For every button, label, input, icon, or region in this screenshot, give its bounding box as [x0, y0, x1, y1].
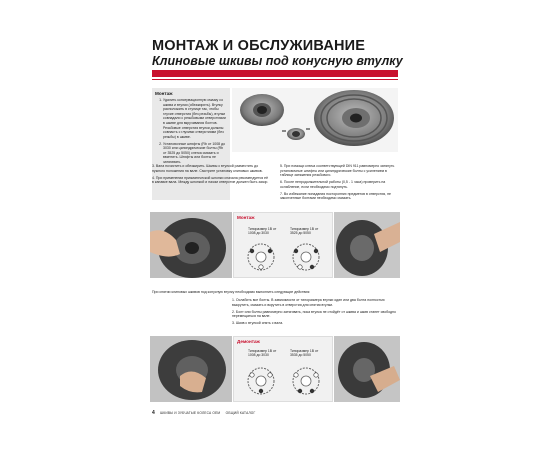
page-subtitle: Клиновые шкивы под конусную втулку — [152, 54, 403, 68]
demount-panel-label-b: Типоразмер 1B от 3535 до 5050 — [290, 349, 319, 358]
step-5-num: 5. — [280, 164, 283, 168]
steps-right — [280, 164, 398, 203]
mount-photo-left-illustration — [150, 212, 232, 278]
demount-panel-title: Демонтаж — [237, 339, 260, 344]
mount-panel-label-b: Типоразмер 1B от 3525 до 5050 — [290, 227, 319, 236]
step-7-num: 7. — [280, 191, 283, 196]
accent-bar — [152, 70, 398, 77]
demount-photo-right-illustration — [334, 336, 400, 402]
mount-step-1: 1. Удалить консервационную смазку со шкива и втулки (обезжирить). Втулку расположить в ступице так, чтобы глухие отверстия (без резьбы), втулки совпадали с резьбовыми отверстиями в шкиве для вкручивания болтов. Резьбовые отверстия втулки должны совпасть с глухими отверстиями (без резьбы) в шкиве. — [163, 98, 227, 139]
demount-diagram-panel — [233, 336, 333, 402]
mount-box-title: Монтаж — [155, 91, 173, 96]
mount-photo-right-illustration — [334, 212, 400, 278]
mount-step-2: 2. Установочные штифты (Rb от 1008 до 3030 или цилиндрические болты (Rb от 3525 до 5050) слегка смазать и ввинтить. Штифты или болты не затягивать. — [163, 142, 227, 165]
step-4-num: 4. — [152, 175, 155, 180]
step-7-text: Во избежание попадания посторонних предметов в отверстия, не законченные болтами необходимо смазать. — [280, 191, 391, 201]
step-5 — [280, 164, 398, 178]
accent-rule — [152, 79, 398, 80]
demount-photo-left — [150, 336, 232, 402]
step-4-text: При применении призматической шпонки сначала рекомендуется её в канавке вала. Между шпонкой и пазом отверстие должен быть зазор. — [152, 175, 269, 185]
mount-bolt-diagrams — [234, 213, 334, 279]
mount-photo-left — [150, 212, 232, 278]
step-6-num: 6. — [280, 180, 283, 185]
step-6 — [280, 180, 398, 189]
pulley-illustration — [232, 88, 398, 152]
pulley-product-photo — [232, 88, 398, 152]
footer-brand: ШКИВЫ И ЗУБЧАТЫЕ КОЛЕСА ОЕМ — [160, 411, 221, 415]
page-title: МОНТАЖ И ОБСЛУЖИВАНИЕ — [152, 38, 366, 54]
step-7 — [280, 192, 398, 201]
mount-photo-right — [334, 212, 400, 278]
removal-step-3: 3. Шкив с втулкой снять с вала. — [232, 321, 284, 326]
mount-panel-label-a: Типоразмер 1B от 1008 до 3030 — [248, 227, 277, 236]
mount-diagram-panel — [233, 212, 333, 278]
page-footer — [152, 410, 255, 416]
step-3 — [152, 164, 270, 173]
mount-steps-list — [155, 98, 227, 165]
mount-panel-title: Монтаж — [237, 215, 255, 220]
step-6-text: После непродолжительной работы (0,5 - 1 часа) проверить на ослабление, если необходимо подтянуть. — [280, 180, 386, 189]
demount-panel-label-a: Типоразмер 1B от 1008 до 3030 — [248, 349, 277, 358]
removal-steps — [232, 298, 398, 328]
step-4 — [152, 176, 270, 185]
page-number: 4 — [152, 410, 155, 416]
demount-bolt-diagrams — [234, 337, 334, 403]
steps-left — [152, 164, 270, 187]
step-5-text: При помощи ключа соответствующей DIN 911 равномерно затянуть установочные штифты или цилиндрические болты с усилением в таблице затяжения резьбового. — [280, 164, 395, 178]
removal-step-2: 2. Болт или болты равномерно затягивать, пока втулка не отойдёт от шкива и шкив станет свободно перемещаться на вале. — [232, 309, 396, 319]
demount-photo-right — [334, 336, 400, 402]
footer-brand-sub: ОБЩИЙ КАТАЛОГ — [225, 411, 256, 415]
removal-step-1: 1. Ослабить все болты. В зависимости от типоразмера втулки один или два болта полностью выкрутить, смазать и вкрутить в отверстия для снятия втулки. — [232, 298, 385, 307]
step-3-num: 3. — [152, 164, 155, 168]
removal-intro: При снятии клиновых шкивов под конусную втулку необходимо выполнить следующие действия: — [152, 290, 311, 294]
step-3-text: Вала почистить и обезжирить. Шкивы с втулкой разместить до нужного положения на вале. Смотрите установку клиновых шкивов. — [152, 164, 263, 173]
demount-photo-left-illustration — [150, 336, 232, 402]
